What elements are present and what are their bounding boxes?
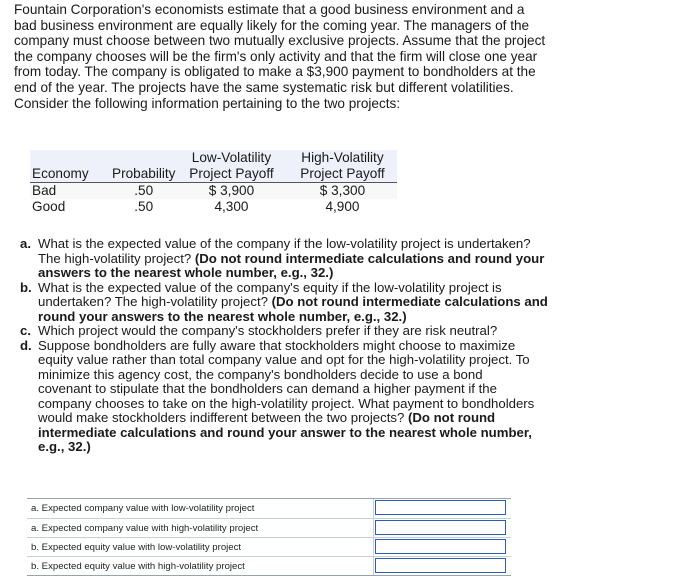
answer-input-high-equity-value[interactable] [375, 558, 506, 573]
intro-line: from today. The company is obligated to make a $3,900 payment to bondholders at the [14, 64, 536, 80]
answer-row [27, 518, 511, 538]
question-letter: a. [20, 236, 31, 251]
intro-line: bad business environment are equally likely for the coming year. The managers of the [14, 17, 530, 33]
intro-line: end of the year. The projects have the same systematic risk but different volatilities. [14, 79, 514, 95]
question-text: undertaken? The high-volatility project? [38, 294, 268, 309]
economy-cell: Bad [30, 183, 112, 200]
low-payoff-cell: $ 3,900 [175, 183, 287, 200]
question-c [20, 324, 590, 339]
question-instruction: (Do not round [404, 410, 496, 425]
question-line [38, 411, 590, 426]
question-instruction: (Do not round intermediate calculations and [267, 294, 548, 309]
table-row [30, 183, 397, 200]
answer-row [27, 537, 511, 557]
problem-intro [14, 2, 599, 111]
economy-cell: Good [32, 199, 66, 214]
question-letter: c. [20, 323, 31, 338]
intro-line: company must choose between two mutually exclusive projects. Assume that the project [14, 33, 546, 49]
table-header-cell: High-Volatility [287, 150, 397, 166]
question-b [20, 281, 590, 325]
question-letter: d. [20, 337, 32, 353]
answer-table [27, 498, 511, 576]
question-line: equity value rather than total company value and opt for the high-volatility project. To [38, 352, 530, 367]
question-instruction: (Do not round intermediate calculations and round your [191, 250, 545, 266]
probability-cell: .50 [112, 183, 175, 200]
column-divider [373, 499, 374, 575]
answer-input-high-company-value[interactable] [375, 520, 506, 535]
table-header-cell: Low-Volatility [175, 150, 287, 166]
intro-line: the company chooses will be the firm's only activity and that the firm will close one year [14, 48, 538, 64]
high-payoff-cell: $ 3,300 [287, 183, 397, 200]
question-line: minimize this agency cost, the company's bondholders decide to use a bond [38, 366, 483, 382]
answer-input-low-equity-value[interactable] [375, 539, 506, 554]
answer-input-low-company-value[interactable] [375, 500, 506, 515]
low-payoff-cell: 4,300 [214, 199, 249, 214]
answer-label: a. Expected company value with low-volatility project [31, 503, 255, 514]
question-instruction: e.g., 32.) [38, 439, 91, 454]
table-header-row [30, 166, 397, 183]
question-instruction: round your answers to the nearest whole number, e.g., 32.) [38, 308, 407, 324]
question-text: would make stockholders indifferent between the two projects? [38, 410, 405, 425]
question-line [38, 252, 590, 267]
table-header-cell: Economy [30, 166, 112, 183]
question-d [20, 339, 590, 455]
table-header-cell: Project Payoff [287, 166, 397, 183]
question-line: Suppose bondholders are fully aware that stockholders might choose to maximize [38, 337, 516, 353]
question-line: covenant to stipulate that the bondholders can demand a higher payment if the [38, 381, 497, 396]
table-header-row [30, 150, 397, 166]
table-header-cell: Project Payoff [175, 166, 287, 183]
intro-line: Consider the following information pertaining to the two projects: [14, 95, 401, 111]
question-line: Which project would the company's stockholders prefer if they are risk neutral? [38, 323, 498, 338]
question-list [20, 237, 590, 455]
table-header-cell [112, 150, 175, 166]
project-payoff-table [30, 150, 397, 215]
question-line: What is the expected value of the company if the low-volatility project is undertaken? [38, 236, 531, 251]
question-line: company chooses to take on the high-volatility project. What payment to bondholders [38, 395, 535, 411]
question-line [38, 295, 590, 310]
question-letter: b. [20, 279, 32, 295]
high-payoff-cell: 4,900 [325, 199, 360, 214]
answer-label: b. Expected equity value with low-volatility project [31, 542, 242, 553]
question-text: The high-volatility project? [38, 250, 192, 266]
question-line: What is the expected value of the company's equity if the low-volatility project is [38, 279, 502, 295]
probability-cell: .50 [134, 199, 154, 214]
table-row [30, 199, 397, 215]
table-header-cell: Probability [112, 166, 176, 181]
question-instruction: intermediate calculations and round your answer to the nearest whole number, [38, 424, 532, 440]
table-header-cell [30, 150, 112, 166]
answer-label: a. Expected company value with high-volatility project [31, 523, 259, 534]
question-instruction: answers to the nearest whole number, e.g., 32.) [38, 265, 334, 280]
answer-row [27, 499, 511, 518]
answer-row [27, 556, 511, 576]
intro-line: Fountain Corporation's economists estimate that a good business environment and a [14, 2, 525, 17]
answer-label: b. Expected equity value with high-volatility project [31, 561, 245, 572]
question-a [20, 237, 590, 281]
